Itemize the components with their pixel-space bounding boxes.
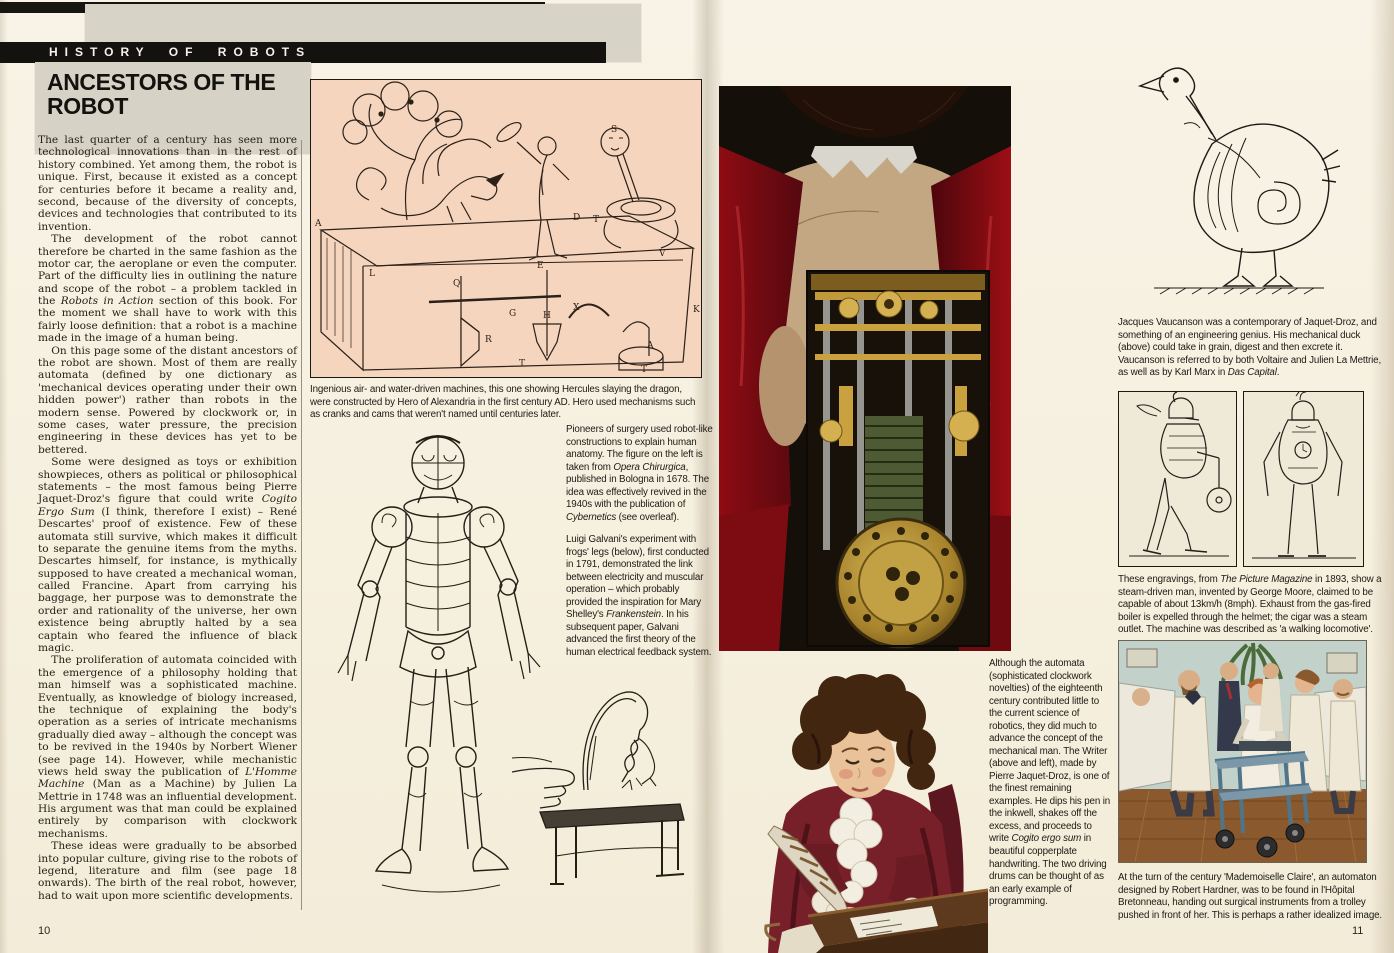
hercules-dragon-engraving [311, 80, 701, 377]
svg-text:A: A [315, 219, 322, 229]
steam-man-right-figure [1243, 391, 1364, 567]
surgery-caption: Pioneers of surgery used robot-like constructions to explain human anatomy. The figure on the left is taken from Opera Chirurgica, published in Bologna in 1678. The idea was effectively revived in the 1940s with the publication of Cybernetics (see overleaf). [566, 424, 713, 523]
writer-mechanism-photo [719, 86, 1011, 651]
claire-caption: At the turn of the century 'Mademoiselle Claire', an automaton designed by Robert Hardner, was to be found in l'Hôpital Bretonneau, handing out surgical instruments from a trolley pushed in front of her. This is perhaps a rather idealized image. [1118, 872, 1382, 921]
svg-text:L: L [369, 269, 375, 279]
svg-text:Q: Q [453, 279, 461, 289]
section-banner-label: HISTORY OF ROBOTS [49, 45, 312, 59]
svg-text:R: R [485, 335, 492, 345]
svg-text:T: T [519, 359, 526, 369]
steam-man-front-engraving [1244, 392, 1363, 566]
svg-text:X: X [573, 303, 580, 313]
hero-engraving-caption: Ingenious air- and water-driven machines, this one showing Hercules slaying the dragon, were constructed by Hero of Alexandria in the first century AD. Hero used mechanisms such as cranks and cams that weren't named until centuries later. [310, 384, 696, 421]
body-paragraph: These ideas were gradually to be absorbed into popular culture, giving rise to the robots of legend, literature and film (see page 18 onwards). The birth of the real robot, however, had to wait upon more scientific developments. [38, 840, 297, 902]
mademoiselle-claire-illustration [1119, 641, 1366, 862]
svg-text:T: T [641, 365, 648, 375]
svg-text:E: E [537, 261, 544, 271]
body-paragraph: Some were designed as toys or exhibition showpieces, others as political or philosophical statements – the most famous being Pierre Jaquet-Droz's figure that could write Cogito Ergo Sum (I think, therefore I exist) – René Descartes' proof of existence. Few of these automata still survive, which makes it difficult to separate the genuine items from the myths. Descartes himself, for instance, is mythically supposed to have created a mechanical woman, called Francine. Apart from carrying his baggage, her purpose was to demonstrate the order and rationality of the universe, her own existence being abruptly halted by a sea captain who feared the influence of black magic. [38, 456, 298, 655]
writer-back-mechanism [719, 86, 1011, 651]
svg-text:A: A [647, 341, 654, 351]
frog-experiment-figure [512, 652, 688, 892]
page-number-left: 10 [38, 925, 51, 937]
steam-man-caption: These engravings, from The Picture Magazine in 1893, show a steam-driven man, invented by George Moore, claimed to be capable of about 13km/h (8mph). Exhaust from the gas-fired boiler is expelled through the helmet; the cigar was a steam outlet. The machine was described as 'a walking locomotive'. [1118, 574, 1382, 636]
svg-text:H: H [543, 311, 551, 321]
page-title: ANCESTORS OF THE ROBOT [47, 69, 276, 119]
body-paragraph: The last quarter of a century has seen more technological innovations than in the rest of history combined. Yet among them, the robot is unique. First, because it existed as a concept for centuries before it became a reality and, second, because of the diversity of concepts, devices and technologies that contributed to its invention. [38, 134, 297, 233]
svg-text:K: K [693, 305, 700, 315]
mechanical-duck-engraving [1124, 64, 1340, 310]
svg-text:S: S [611, 125, 618, 135]
svg-text:T: T [593, 215, 600, 225]
body-paragraph: The development of the robot cannot therefore be charted in the same fashion as the motor car, the aeroplane or even the computer. Part of the difficulty lies in outlining the nature and scope of the robot – a problem tackled in the Robots in Action section of this book. For the moment we shall have to work with this fairly loose definition: that a robot is a machine made in the image of a human being. [38, 233, 297, 345]
section-banner [0, 42, 606, 63]
svg-text:D: D [573, 213, 581, 223]
vaucanson-caption: Jacques Vaucanson was a contemporary of Jaquet-Droz, and something of an engineering genius. His mechanical duck (above) could take in grain, digest and then excrete it. Vaucanson is referred to by both Voltaire and Julien La Mettrie, as well as by Karl Marx in Das Capital. [1118, 317, 1382, 379]
hospital-illustration-figure [1118, 640, 1367, 863]
body-paragraph: The proliferation of automata coincided with the emergence of a philosophy holding that man himself was a sophisticated machine. Eventually, as knowledge of biology increased, the technique of explaining the body's operation as a series of intricate mechanisms gradually died away – although the concept was to be revived in the 1940s by Norbert Wiener (see page 14). However, while mechanistic views held sway the publication of L'Homme Machine (Man as a Machine) by Julien La Mettrie in 1748 was an influential development. His argument was that man could be explained entirely by comparison with clockwork mechanisms. [38, 654, 297, 840]
svg-text:V: V [659, 249, 666, 259]
duck-engraving-figure [1124, 64, 1340, 310]
column-rule [301, 140, 302, 910]
page-number-right: 11 [1352, 925, 1364, 937]
frog-legs-engraving [512, 652, 688, 892]
body-paragraph: On this page some of the distant ancestors of the robot are shown. Most of them are really automata (defined by one dictionary as 'mechanical devices operating under their own hidden power') rather than robots in the modern sense. Powered by clockwork or, in some cases, water pressure, the precision engineering in these devices has yet to be bettered. [38, 344, 297, 456]
steam-man-side-engraving [1119, 392, 1236, 566]
writer-boy-photo [716, 664, 988, 953]
writer-boy-with-quill [716, 664, 988, 953]
galvani-caption: Luigi Galvani's experiment with frogs' legs (below), first conducted in 1791, demonstrated the link between electricity and muscular operation – which probably provided the inspiration for Mary Shelley's Frankenstein. In his subsequent paper, Galvani advanced the first theory of the human electrical feedback system. [566, 534, 712, 658]
article-body [38, 134, 297, 902]
writer-caption: Although the automata (sophisticated clockwork novelties) of the eighteenth century contributed little to the current science of robotics, they did much to advance the concept of the mechanical man. The Writer (above and left), made by Pierre Jaquet-Droz, is one of the finest remaining examples. He dips his pen in the inkwell, shakes off the excess, and proceeds to write Cogito ergo sum in beautiful copperplate handwriting. The two driving drums can be thought of as an early example of programming. [989, 658, 1111, 908]
hero-engraving-figure [310, 79, 702, 378]
steam-man-left-figure [1118, 391, 1237, 567]
svg-text:G: G [509, 309, 517, 319]
